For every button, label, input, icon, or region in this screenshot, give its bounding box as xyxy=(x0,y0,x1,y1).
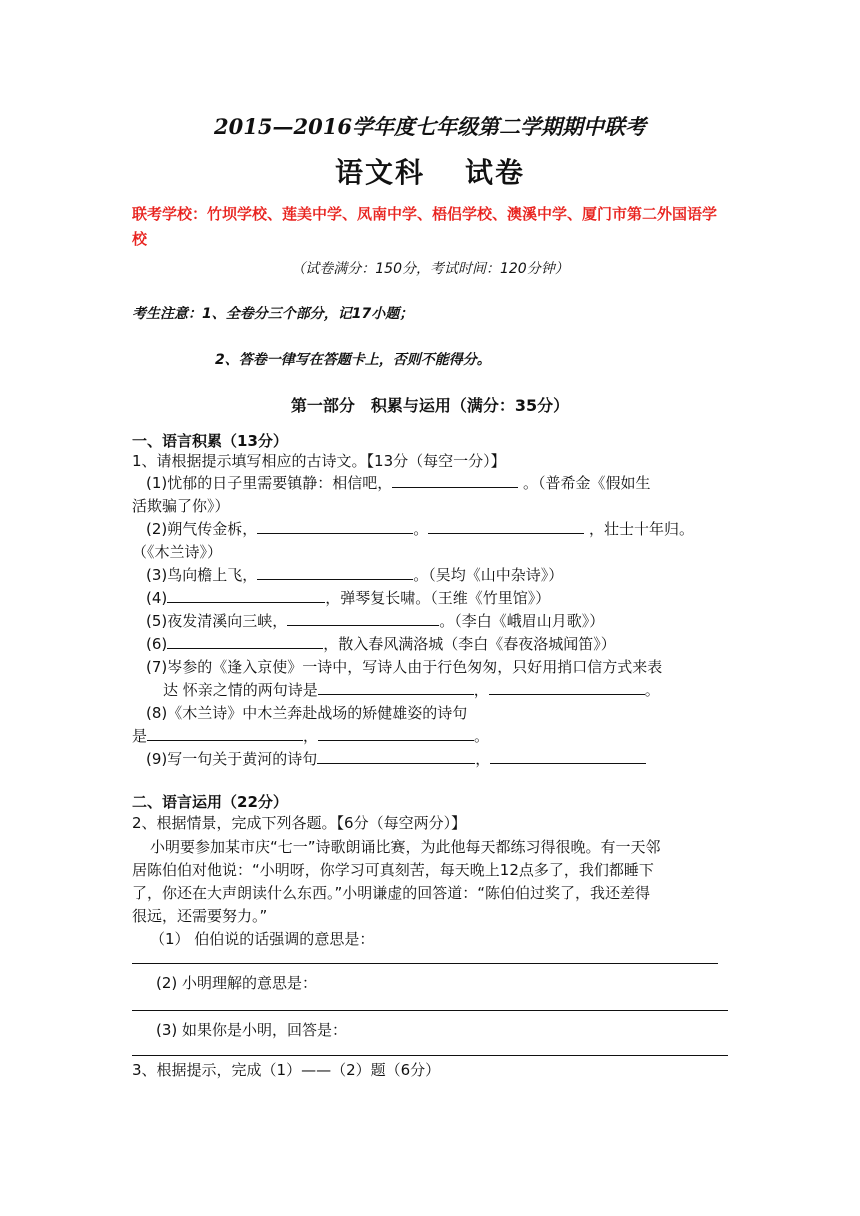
q1-item-4 xyxy=(146,588,550,608)
item-2-sep: 。 xyxy=(413,520,429,538)
answer-blank[interactable] xyxy=(167,634,323,649)
q1-item-9 xyxy=(146,749,646,769)
sub-question-1: （1） 伯伯说的话强调的意思是： xyxy=(150,930,375,948)
schools-line-2: 校 xyxy=(132,230,148,248)
item-8-text: 是 xyxy=(132,727,148,745)
section2-heading: 二、语言运用（22分） xyxy=(132,793,288,811)
q1-item-3 xyxy=(146,565,563,585)
item-5-text: (5)夜发清溪向三峡， xyxy=(146,612,288,630)
answer-blank[interactable] xyxy=(147,726,303,741)
item-6-num: (6) xyxy=(146,635,168,653)
item-5-source: 。（李白《峨眉山月歌》） xyxy=(439,612,605,630)
passage-line-3: 了，你还在大声朗读什么东西。”小明谦虚的回答道：“陈伯伯过奖了，我还差得 xyxy=(132,884,651,902)
answer-line-3[interactable] xyxy=(132,1055,728,1056)
item-3-source: 。（吴均《山中杂诗》） xyxy=(413,566,564,584)
answer-blank[interactable] xyxy=(317,749,475,764)
question-3: 3、根据提示，完成（1）——（2）题（6分） xyxy=(132,1061,441,1079)
question-1: 1、请根据提示填写相应的古诗文。【13分（每空一分）】 xyxy=(132,452,506,470)
item-7-text: 达 怀亲之情的两句诗是 xyxy=(163,681,318,699)
item-4-source: ，弹琴复长啸。（王维《竹里馆》） xyxy=(325,589,551,607)
item-8-sep: ， xyxy=(303,727,319,745)
answer-blank[interactable] xyxy=(428,519,584,534)
q1-item-7: (7)岑参的《逢入京使》一诗中，写诗人由于行色匆匆，只好用捎口信方式来表 xyxy=(146,658,663,676)
answer-blank[interactable] xyxy=(318,726,474,741)
answer-blank[interactable] xyxy=(392,473,518,488)
q1-item-8: (8)《木兰诗》中木兰奔赴战场的矫健雄姿的诗句 xyxy=(146,704,468,722)
question-2: 2、根据情景，完成下列各题。【6分（每空两分）】 xyxy=(132,814,467,832)
paper-label: 试卷 xyxy=(465,156,526,189)
q1-item-2-cont: （《木兰诗》） xyxy=(132,543,223,561)
answer-line-1[interactable] xyxy=(132,963,718,964)
item-6-source: ，散入春风满洛城（李白《春夜洛城闻笛》） xyxy=(323,635,616,653)
section1-heading: 一、语言积累（13分） xyxy=(132,432,288,450)
answer-blank[interactable] xyxy=(167,588,325,603)
q1-item-2 xyxy=(146,519,694,539)
answer-blank[interactable] xyxy=(489,680,645,695)
sub-question-3: (3) 如果你是小明，回答是： xyxy=(156,1021,348,1039)
exam-info: （试卷满分：150分，考试时间：120分钟） xyxy=(291,261,569,277)
answer-blank[interactable] xyxy=(287,611,439,626)
item-1-text: (1)忧郁的日子里需要镇静：相信吧， xyxy=(146,474,393,492)
answer-blank[interactable] xyxy=(257,519,413,534)
q1-item-1 xyxy=(146,473,651,493)
answer-blank[interactable] xyxy=(257,565,413,580)
item-8-end: 。 xyxy=(474,727,490,745)
q1-item-7-cont xyxy=(163,680,660,700)
q1-item-6 xyxy=(146,634,616,654)
passage-line-1: 小明要参加某市庆“七一”诗歌朗诵比赛，为此他每天都练习得很晚。有一天邻 xyxy=(150,838,661,856)
sub-question-2: (2) 小明理解的意思是： xyxy=(156,974,318,992)
item-1-source: 。（普希金《假如生 xyxy=(518,474,651,492)
item-2-rest: ，壮士十年归。 xyxy=(584,520,695,538)
q1-item-8-cont xyxy=(132,726,489,746)
q1-item-1-cont: 活欺骗了你》） xyxy=(132,497,230,515)
notice-1 xyxy=(132,304,413,324)
item-7-sep: ， xyxy=(473,681,489,699)
answer-blank[interactable] xyxy=(318,680,474,695)
item-7-end: 。 xyxy=(644,681,660,699)
schools-line-1: 联考学校：竹坝学校、莲美中学、凤南中学、梧侣学校、澳溪中学、厦门市第二外国语学 xyxy=(132,205,718,223)
exam-subtitle xyxy=(0,156,860,190)
passage-line-4: 很远，还需要努力。” xyxy=(132,907,268,925)
answer-blank[interactable] xyxy=(490,749,646,764)
part1-heading: 第一部分 积累与运用（满分：35分） xyxy=(290,396,570,415)
notice-1-text: 考生注意：1、全卷分三个部分，记17小题； xyxy=(132,306,414,322)
item-3-text: (3)鸟向檐上飞， xyxy=(146,566,258,584)
q1-item-5 xyxy=(146,611,604,631)
item-4-num: (4) xyxy=(146,589,168,607)
exam-title: 2015—2016学年度七年级第二学期期中联考 xyxy=(214,114,646,139)
item-9-sep: ， xyxy=(475,750,491,768)
passage-line-2: 居陈伯伯对他说：“小明呀，你学习可真刻苦，每天晚上12点多了，我们都睡下 xyxy=(132,861,654,879)
subject-label: 语文科 xyxy=(334,156,425,189)
item-2-text: (2)朔气传金柝， xyxy=(146,520,258,538)
answer-line-2[interactable] xyxy=(132,1010,728,1011)
notice-2: 2、答卷一律写在答题卡上，否则不能得分。 xyxy=(215,352,491,368)
item-9-text: (9)写一句关于黄河的诗句 xyxy=(146,750,318,768)
